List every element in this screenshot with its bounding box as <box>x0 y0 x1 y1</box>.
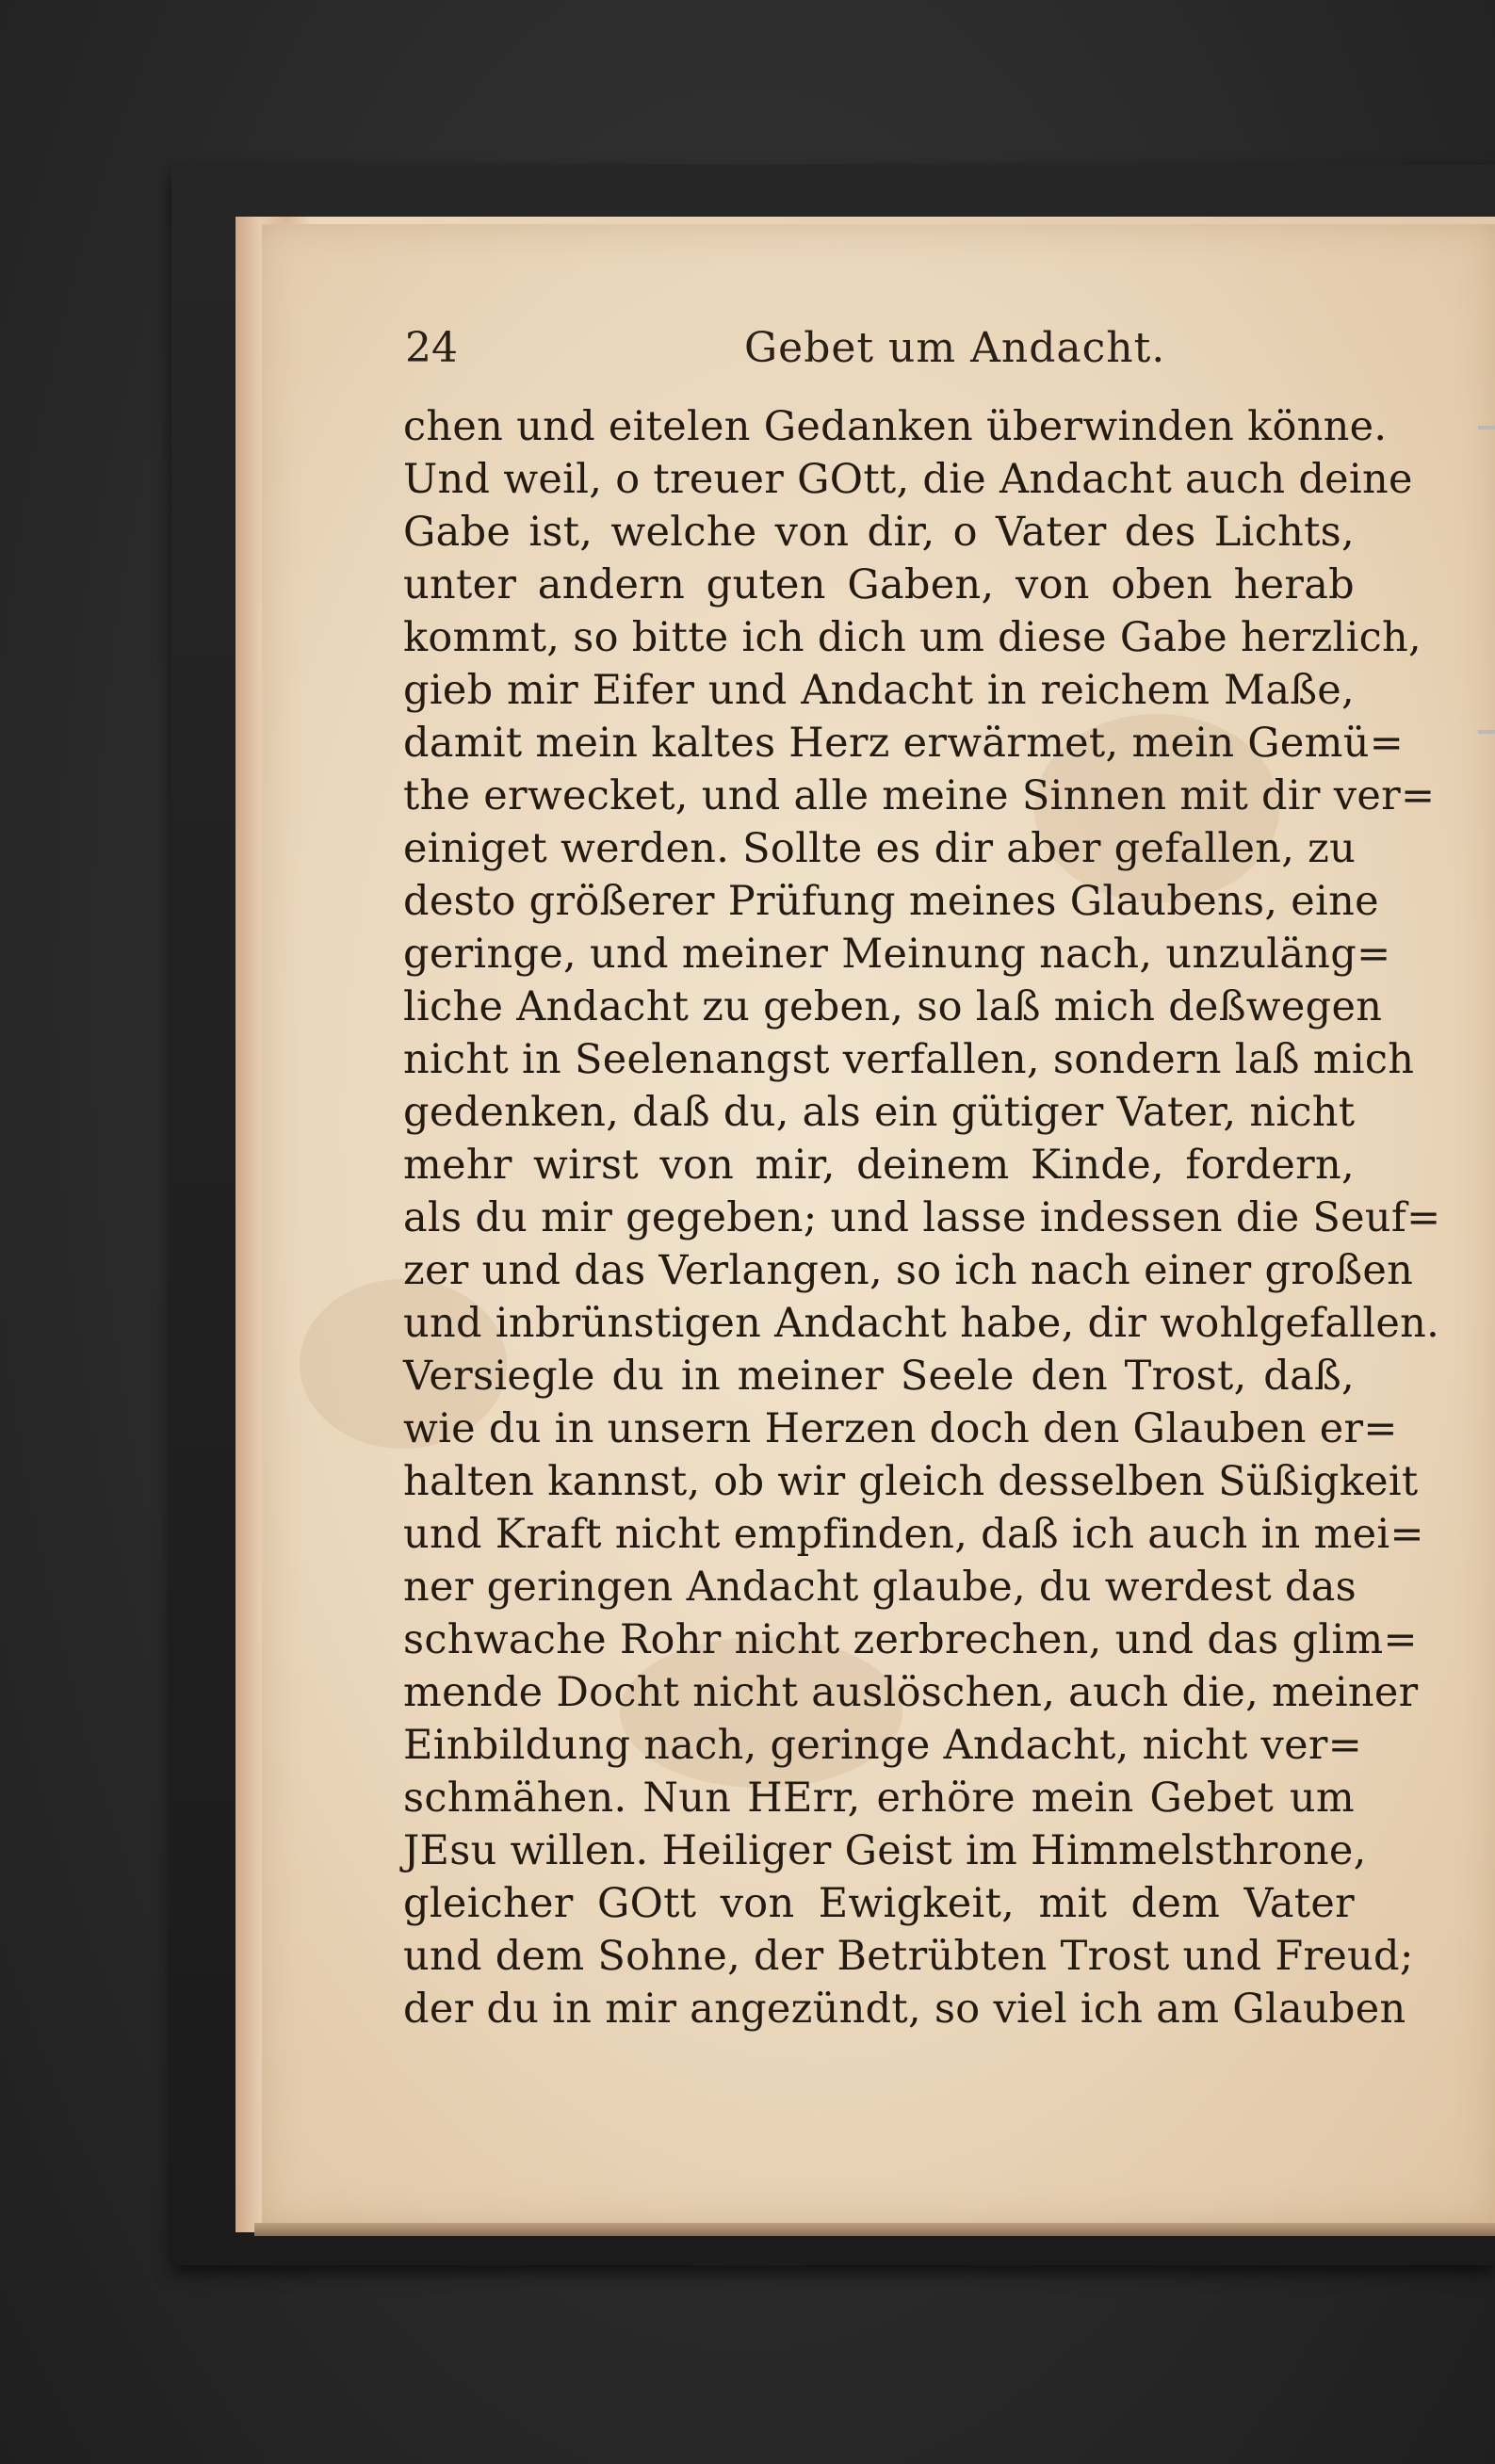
text-line: Gabe ist, welche von dir, o Vater des Lichts, <box>403 509 1355 556</box>
text-line: der du in mir angezündt, so viel ich am Glauben <box>403 1986 1406 2033</box>
text-line: gieb mir Eifer und Andacht in reichem Maße, <box>403 667 1355 714</box>
text-line: halten kannst, ob wir gleich desselben Süßigkeit <box>403 1458 1419 1505</box>
text-line: chen und eitelen Gedanken überwinden könne. <box>403 403 1388 450</box>
body-text <box>403 400 1441 2035</box>
text-line: geringe, und meiner Meinung nach, unzuläng= <box>403 931 1391 978</box>
text-line: und dem Sohne, der Betrübten Trost und Freud; <box>403 1933 1414 1980</box>
text-line: einiget werden. Sollte es dir aber gefallen, zu <box>403 825 1357 872</box>
page-bottom-edge <box>254 2223 1495 2236</box>
text-line: mende Docht nicht auslöschen, auch die, meiner <box>403 1669 1419 1716</box>
edge-mark <box>1478 426 1495 430</box>
text-line: JEsu willen. Heiliger Geist im Himmelsthrone, <box>403 1827 1367 1874</box>
text-line: Und weil, o treuer GOtt, die Andacht auch deine <box>403 456 1413 503</box>
text-line: wie du in unsern Herzen doch den Glauben er= <box>403 1405 1398 1452</box>
text-line: nicht in Seelenangst verfallen, sondern laß mich <box>403 1036 1415 1083</box>
text-line: desto größerer Prüfung meines Glaubens, eine <box>403 878 1379 925</box>
edge-mark <box>1478 730 1495 734</box>
text-line: kommt, so bitte ich dich um diese Gabe herzlich, <box>403 614 1422 661</box>
text-line: liche Andacht zu geben, so laß mich deßwegen <box>403 983 1383 1030</box>
text-line: als du mir gegeben; und lasse indessen die Seuf= <box>403 1194 1441 1241</box>
page-header <box>405 320 1347 377</box>
text-line: gleicher GOtt von Ewigkeit, mit dem Vater <box>403 1880 1355 1927</box>
text-line: mehr wirst von mir, deinem Kinde, fordern, <box>403 1142 1355 1189</box>
text-line: und inbrünstigen Andacht habe, dir wohlgefallen. <box>403 1300 1440 1347</box>
text-line: unter andern guten Gaben, von oben herab <box>403 561 1355 608</box>
text-line: schmähen. Nun HErr, erhöre mein Gebet um <box>403 1775 1355 1822</box>
text-line: the erwecket, und alle meine Sinnen mit dir ver= <box>403 772 1436 819</box>
text-line: Einbildung nach, geringe Andacht, nicht ver= <box>403 1722 1363 1769</box>
text-line: und Kraft nicht empfinden, daß ich auch in mei= <box>403 1511 1424 1558</box>
text-line: Versiegle du in meiner Seele den Trost, daß, <box>403 1353 1355 1400</box>
page-number: 24 <box>405 324 458 372</box>
text-line: ner geringen Andacht glaube, du werdest das <box>403 1564 1357 1611</box>
text-line: zer und das Verlangen, so ich nach einer großen <box>403 1247 1414 1294</box>
text-line: gedenken, daß du, als ein gütiger Vater, nicht <box>403 1089 1356 1136</box>
text-line: damit mein kaltes Herz erwärmet, mein Gemü= <box>403 720 1405 767</box>
running-title: Gebet um Andacht. <box>744 324 1166 372</box>
text-line: schwache Rohr nicht zerbrechen, und das glim= <box>403 1616 1418 1663</box>
